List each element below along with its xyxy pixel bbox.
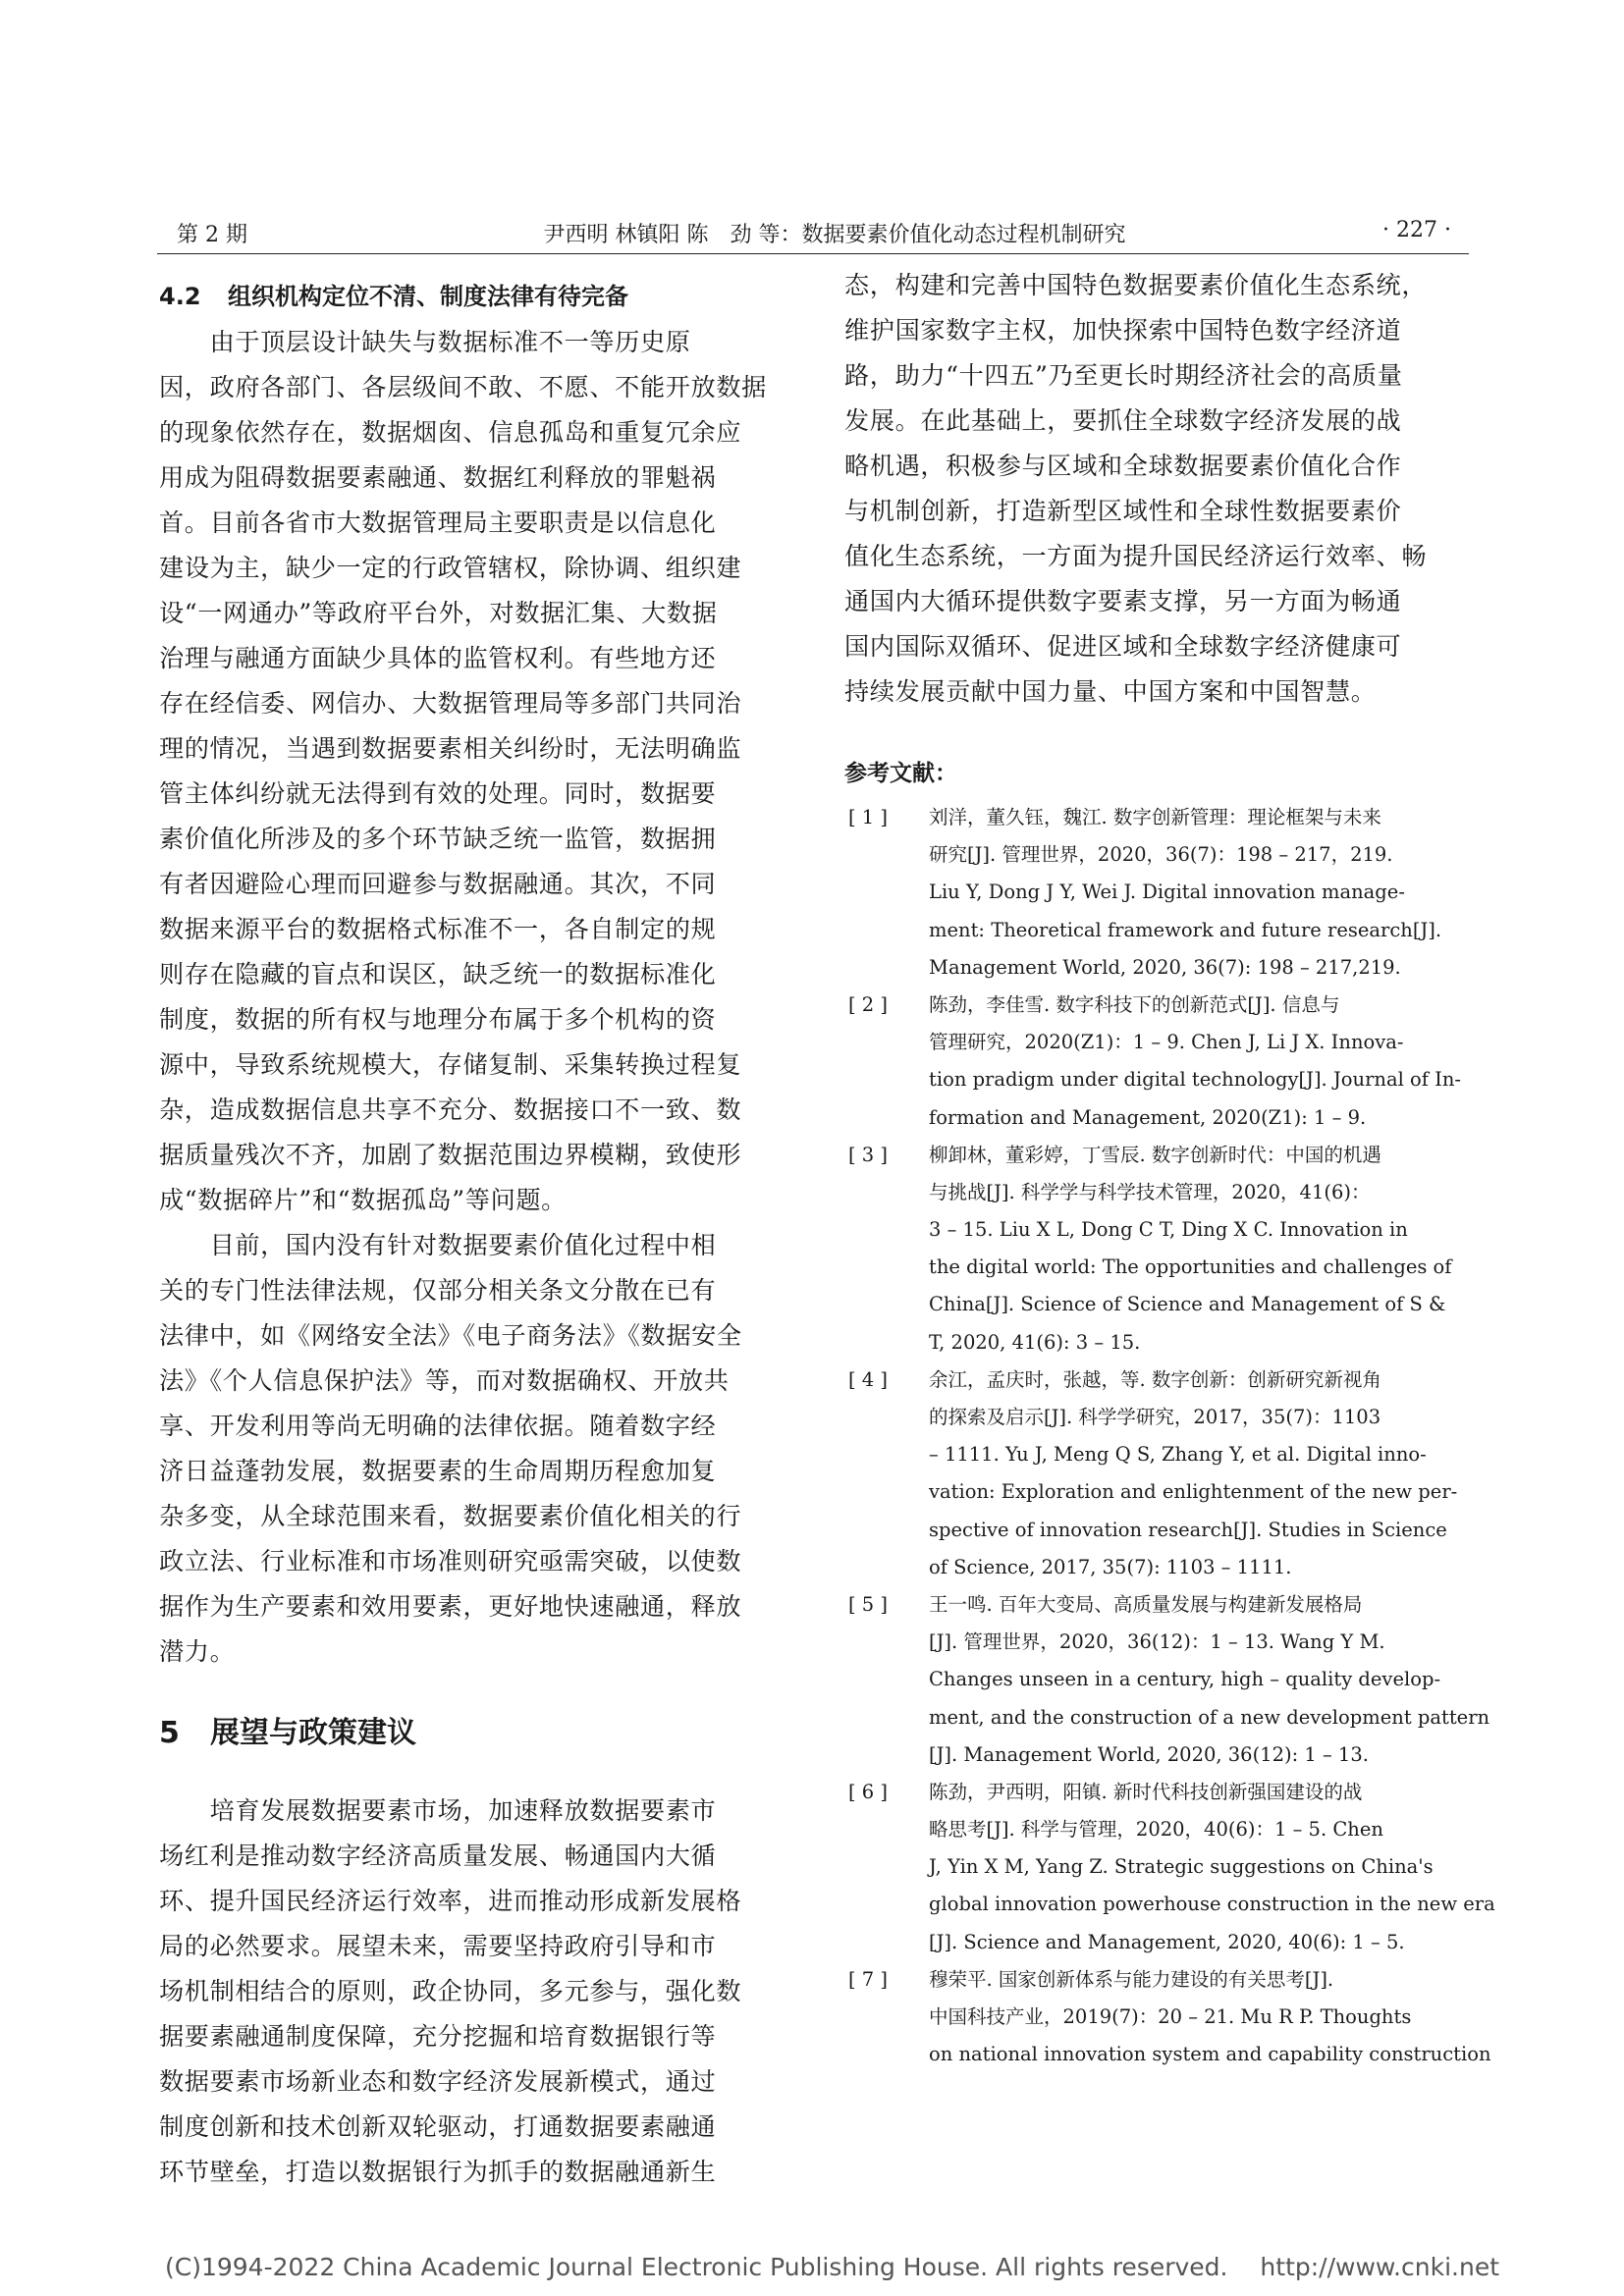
text-line: 路，助力“十四五”乃至更长时期经济社会的高质量 (844, 361, 1403, 390)
text-line: 略机遇，积极参与区域和全球数据要素价值化合作 (844, 452, 1402, 480)
text-line: 济日益蓬勃发展，数据要素的生命周期历程愈加复 (159, 1457, 717, 1485)
reference-item (844, 1137, 1473, 1362)
reference-line: 陈劲，尹西明，阳镇. 新时代科技创新强国建设的战 (929, 1780, 1363, 1803)
reference-line: Changes unseen in a century, high – quality develop- (929, 1668, 1441, 1691)
issue-number: 第 2 期 (177, 223, 247, 247)
section-4-2-paragraph-1 (159, 320, 787, 1223)
text-line: 潜力。 (159, 1637, 236, 1666)
reference-line: 柳卸林，董彩婷，丁雪辰. 数字创新时代：中国的机遇 (929, 1143, 1381, 1166)
reference-number: [ 4 ] (848, 1367, 889, 1391)
text-line: 政立法、行业标准和市场准则研究亟需突破，以使数 (159, 1547, 742, 1575)
text-line: 培育发展数据要素市场，加速释放数据要素市 (159, 1796, 717, 1825)
reference-line: tion pradigm under digital technology[J]. Journal of In- (929, 1068, 1462, 1092)
section-5-paragraph-right (844, 263, 1473, 715)
references-list (844, 799, 1495, 2073)
text-line: 因，政府各部门、各层级间不敢、不愿、不能开放数据 (159, 373, 767, 401)
text-line: 设“一网通办”等政府平台外，对数据汇集、大数据 (159, 599, 718, 627)
section-4-2-paragraph-2 (159, 1223, 787, 1675)
reference-number: [ 3 ] (848, 1143, 889, 1166)
running-title: 尹西明 林镇阳 陈 劲 等：数据要素价值化动态过程机制研究 (543, 223, 1126, 247)
text-line: 建设为主，缺少一定的行政管辖权，除协调、组织建 (159, 554, 742, 582)
running-header (177, 214, 1451, 253)
reference-line: T, 2020, 41(6): 3 – 15. (929, 1330, 1141, 1354)
reference-line: spective of innovation research[J]. Studies in Science (929, 1518, 1447, 1541)
text-line: 目前，国内没有针对数据要素价值化过程中相 (159, 1231, 717, 1259)
text-line: 制度创新和技术创新双轮驱动，打通数据要素融通 (159, 2112, 717, 2141)
text-line: 杂多变，从全球范围来看，数据要素价值化相关的行 (159, 1502, 742, 1530)
reference-item (844, 1362, 1473, 1586)
text-line: 成“数据碎片”和“数据孤岛”等问题。 (159, 1186, 567, 1214)
text-line: 通国内大循环提供数字要素支撑，另一方面为畅通 (844, 587, 1402, 615)
reference-line: 与挑战[J]. 科学学与科学技术管理，2020，41(6)： (929, 1180, 1371, 1203)
text-line: 场机制相结合的原则，政企协同，多元参与，强化数 (159, 1977, 742, 2005)
section-5-paragraph-left (159, 1789, 787, 2195)
copyright-footer: (C)1994-2022 China Academic Journal Electronic Publishing House. All rights reserved. http://www.cnki.net (165, 2253, 1499, 2281)
text-line: 与机制创新，打造新型区域性和全球性数据要素价 (844, 497, 1402, 525)
text-line: 国内国际双循环、促进区域和全球数字经济健康可 (844, 632, 1402, 661)
text-line: 局的必然要求。展望未来，需要坚持政府引导和市 (159, 1932, 717, 1960)
text-line: 环节壁垒，打造以数据银行为抓手的数据融通新生 (159, 2158, 717, 2186)
section-title: 组织机构定位不清、制度法律有待完备 (228, 283, 628, 310)
reference-line: 中国科技产业，2019(7)：20 – 21. Mu R P. Thoughts (929, 2005, 1412, 2028)
reference-line: on national innovation system and capability construction (929, 2043, 1491, 2066)
text-line: 据要素融通制度保障，充分挖掘和培育数据银行等 (159, 2022, 717, 2051)
header-rule (157, 253, 1469, 254)
reference-number: [ 2 ] (848, 992, 889, 1016)
reference-line: China[J]. Science of Science and Management of S & (929, 1293, 1446, 1316)
reference-number: [ 6 ] (848, 1780, 889, 1803)
text-line: 有者因避险心理而回避参与数据融通。其次，不同 (159, 870, 717, 898)
text-line: 关的专门性法律法规，仅部分相关条文分散在已有 (159, 1276, 717, 1305)
reference-line: [J]. 管理世界，2020，36(12)：1 – 13. Wang Y M. (929, 1630, 1385, 1654)
text-line: 由于顶层设计缺失与数据标准不一等历史原 (159, 328, 691, 356)
reference-line: 刘洋，董久钰，魏江. 数字创新管理：理论框架与未来 (929, 806, 1381, 828)
text-line: 数据来源平台的数据格式标准不一，各自制定的规 (159, 915, 717, 943)
reference-line: global innovation powerhouse construction in the new era (929, 1893, 1495, 1916)
reference-line: ment: Theoretical framework and future research[J]. (929, 918, 1442, 941)
reference-item (844, 1774, 1495, 1961)
text-line: 态，构建和完善中国特色数据要素价值化生态系统， (844, 271, 1428, 299)
section-5-heading (159, 1704, 787, 1763)
text-line: 数据要素市场新业态和数字经济发展新模式，通过 (159, 2067, 717, 2096)
reference-number: [ 7 ] (848, 1967, 889, 1991)
right-column (844, 263, 1495, 2073)
reference-line: J, Yin X M, Yang Z. Strategic suggestions on China's (929, 1855, 1434, 1879)
reference-line: 王一鸣. 百年大变局、高质量发展与构建新发展格局 (929, 1592, 1363, 1616)
text-line: 首。目前各省市大数据管理局主要职责是以信息化 (159, 508, 717, 537)
reference-line: vation: Exploration and enlightenment of the new per- (929, 1480, 1458, 1504)
reference-line: 陈劲，李佳雪. 数字科技下的创新范式[J]. 信息与 (929, 992, 1340, 1016)
text-line: 值化生态系统，一方面为提升国民经济运行效率、畅 (844, 542, 1428, 570)
text-line: 管主体纠纷就无法得到有效的处理。同时，数据要 (159, 779, 717, 808)
reference-line: 研究[J]. 管理世界，2020，36(7)：198 – 217，219. (929, 843, 1393, 867)
section-4-2-heading (159, 277, 787, 316)
reference-item (844, 987, 1473, 1137)
reference-line: ment, and the construction of a new development pattern (929, 1705, 1490, 1729)
left-column (159, 263, 787, 2195)
text-line: 治理与融通方面缺少具体的监管权利。有些地方还 (159, 644, 717, 672)
references-title: 参考文献： (844, 761, 957, 786)
text-line: 持续发展贡献中国力量、中国方案和中国智慧。 (844, 677, 1377, 706)
reference-line: 余江，孟庆时，张越，等. 数字创新：创新研究新视角 (929, 1367, 1381, 1391)
reference-item (844, 1961, 1491, 2074)
text-line: 发展。在此基础上，要抓住全球数字经济发展的战 (844, 406, 1402, 435)
text-line: 素价值化所涉及的多个环节缺乏统一监管，数据拥 (159, 825, 717, 853)
reference-line: formation and Management, 2020(Z1): 1 – 9. (929, 1105, 1367, 1129)
reference-line: 的探索及启示[J]. 科学学研究，2017，35(7)：1103 (929, 1406, 1381, 1428)
text-line: 的现象依然存在，数据烟囱、信息孤岛和重复冗余应 (159, 418, 742, 447)
reference-number: [ 5 ] (848, 1592, 889, 1616)
reference-item (844, 1586, 1490, 1774)
reference-line: 穆荣平. 国家创新体系与能力建设的有关思考[J]. (929, 1967, 1334, 1991)
text-line: 场红利是推动数字经济高质量发展、畅通国内大循 (159, 1842, 717, 1870)
section-title: 展望与政策建议 (210, 1716, 416, 1750)
reference-line: Management World, 2020, 36(7): 198 – 217,219. (929, 955, 1401, 979)
section-number: 5 (159, 1716, 180, 1750)
text-line: 享、开发利用等尚无明确的法律依据。随着数字经 (159, 1412, 717, 1440)
reference-line: 略思考[J]. 科学与管理，2020，40(6)：1 – 5. Chen (929, 1818, 1383, 1842)
reference-item (844, 799, 1473, 987)
reference-line: [J]. Science and Management, 2020, 40(6): 1 – 5. (929, 1930, 1405, 1953)
reference-line: 3 – 15. Liu X L, Dong C T, Ding X C. Innovation in (929, 1218, 1408, 1242)
reference-line: 管理研究，2020(Z1)：1 – 9. Chen J, Li J X. Innova- (929, 1031, 1404, 1054)
text-line: 杂，造成数据信息共享不充分、数据接口不一致、数 (159, 1095, 742, 1124)
reference-number: [ 1 ] (848, 806, 889, 828)
text-line: 则存在隐藏的盲点和误区，缺乏统一的数据标准化 (159, 960, 717, 988)
page-number: · 227 · (1382, 218, 1451, 242)
text-line: 用成为阻碍数据要素融通、数据红利释放的罪魁祸 (159, 463, 717, 492)
text-line: 法律中，如《网络安全法》《电子商务法》《数据安全 (159, 1321, 742, 1350)
text-line: 据质量残次不齐，加剧了数据范围边界模糊，致使形 (159, 1141, 742, 1169)
text-line: 维护国家数字主权，加快探索中国特色数字经济道 (844, 316, 1402, 345)
reference-line: the digital world: The opportunities and challenges of (929, 1255, 1452, 1279)
section-number: 4.2 (159, 283, 201, 310)
text-line: 存在经信委、网信办、大数据管理局等多部门共同治 (159, 689, 742, 718)
text-line: 源中，导致系统规模大，存储复制、采集转换过程复 (159, 1050, 742, 1079)
reference-line: of Science, 2017, 35(7): 1103 – 1111. (929, 1555, 1292, 1578)
reference-line: – 1111. Yu J, Meng Q S, Zhang Y, et al. Digital inno- (929, 1443, 1427, 1467)
text-line: 据作为生产要素和效用要素，更好地快速融通，释放 (159, 1592, 742, 1621)
reference-line: [J]. Management World, 2020, 36(12): 1 – 13. (929, 1742, 1369, 1766)
text-line: 理的情况，当遇到数据要素相关纠纷时，无法明确监 (159, 734, 742, 763)
text-line: 法》《个人信息保护法》等，而对数据确权、开放共 (159, 1366, 730, 1395)
text-line: 环、提升国民经济运行效率，进而推动形成新发展格 (159, 1887, 742, 1915)
reference-line: Liu Y, Dong J Y, Wei J. Digital innovation manage- (929, 881, 1405, 904)
text-line: 制度，数据的所有权与地理分布属于多个机构的资 (159, 1005, 717, 1034)
